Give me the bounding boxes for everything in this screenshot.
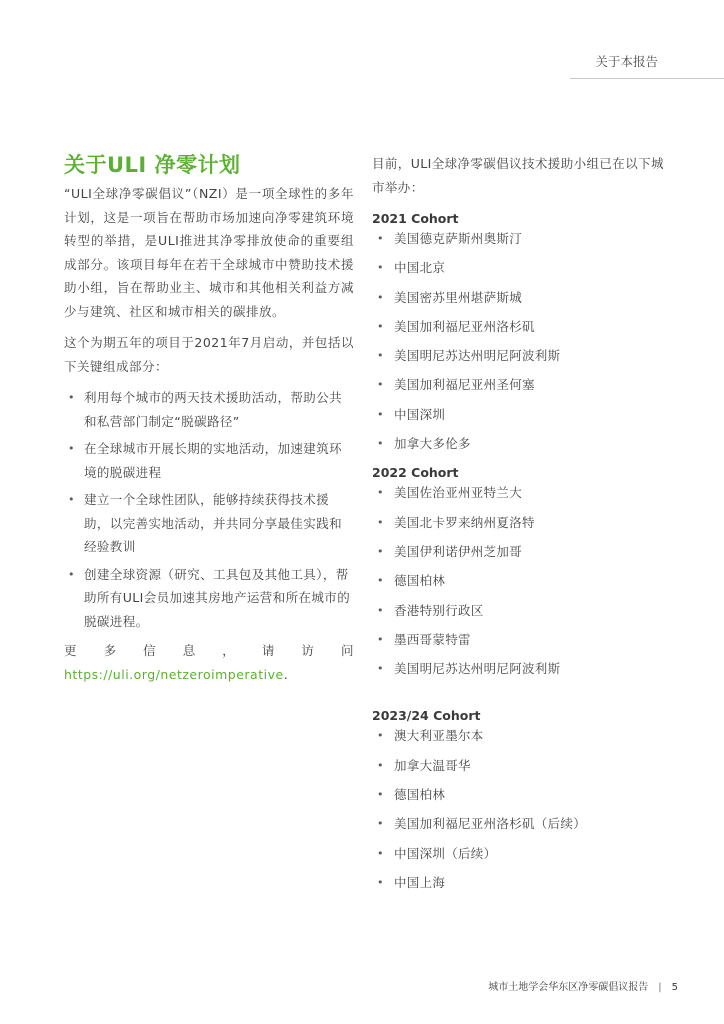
bullet-icon: • <box>377 515 384 529</box>
more-info-prefix: 更多信息，请访问 <box>64 643 354 658</box>
bullet-icon: • <box>377 662 384 676</box>
list-item: • 香港特别行政区 <box>372 599 672 628</box>
more-info-link[interactable]: https://uli.org/netzeroimperative <box>64 666 284 682</box>
list-item: • 建立一个全球性团队，能够持续获得技术援助，以完善实地活动，并共同分享最佳实践和经验教训 <box>64 488 354 559</box>
cohort-2023-24 <box>372 708 672 900</box>
list-item: • 美国明尼苏达州明尼阿波利斯 <box>372 344 672 373</box>
list-item: • 美国明尼苏达州明尼阿波利斯 <box>372 657 672 686</box>
intro-paragraph: “ULI全球净零碳倡议”（NZI）是一项全球性的多年计划，这是一项旨在帮助市场加速向净零建筑环境转型的举措，是ULI推进其净零排放使命的重要组成部分。该项目每年在若干全球城市中赞助技术援助小组，旨在帮助业主、城市和其他相关利益方减少与建筑、社区和城市相关的碳排放。 <box>64 186 354 319</box>
list-item: • 中国深圳 <box>372 403 672 432</box>
bullet-icon: • <box>377 758 384 772</box>
list-item: • 澳大利亚墨尔本 <box>372 724 672 753</box>
footer-report-title: 城市土地学会华东区净零碳倡议报告 <box>488 982 649 993</box>
more-info-suffix: . <box>283 666 289 682</box>
right-column <box>372 152 672 900</box>
bullet-icon: • <box>377 290 384 304</box>
list-item: • 在全球城市开展长期的实地活动，加速建筑环境的脱碳进程 <box>64 437 354 484</box>
list-item: • 创建全球资源（研究、工具包及其他工具），帮助所有ULI会员加速其房地产运营和所在城市的脱碳进程。 <box>64 563 354 634</box>
bullet-icon: • <box>68 493 75 506</box>
bullet-icon: • <box>377 574 384 588</box>
list-item: • 中国上海 <box>372 871 672 900</box>
left-column <box>64 152 354 694</box>
cohort-title: 2023/24 Cohort <box>372 708 481 724</box>
city-list <box>372 724 672 900</box>
cohort-title: 2021 Cohort <box>372 211 459 226</box>
bullet-icon: • <box>377 603 384 617</box>
list-item: • 利用每个城市的两天技术援助活动，帮助公共和私营部门制定“脱碳路径” <box>64 386 354 433</box>
cities-intro: 目前，ULI全球净零碳倡议技术援助小组已在以下城市举办： <box>372 156 664 195</box>
bullet-icon: • <box>377 486 384 500</box>
page-title: 关于ULI 净零计划 <box>64 153 241 177</box>
list-item: • 美国德克萨斯州奥斯汀 <box>372 227 672 256</box>
cohort-2021 <box>372 211 672 461</box>
list-item: • 美国密苏里州堪萨斯城 <box>372 286 672 315</box>
bullet-icon: • <box>68 442 75 455</box>
city-list <box>372 227 672 461</box>
cohort-2022 <box>372 465 672 686</box>
bullet-icon: • <box>377 817 384 831</box>
bullet-icon: • <box>377 261 384 275</box>
city-list <box>372 481 672 686</box>
list-item: • 美国北卡罗来纳州夏洛特 <box>372 511 672 540</box>
list-item: • 墨西哥蒙特雷 <box>372 628 672 657</box>
list-item: • 中国北京 <box>372 256 672 285</box>
bullet-icon: • <box>377 544 384 558</box>
bullet-icon: • <box>377 788 384 802</box>
bullet-icon: • <box>377 437 384 451</box>
footer-separator: | <box>658 982 662 993</box>
list-item: • 美国伊利诺伊州芝加哥 <box>372 540 672 569</box>
components-list <box>64 386 354 633</box>
list-item: • 中国深圳（后续） <box>372 842 672 871</box>
list-item: • 加拿大温哥华 <box>372 754 672 783</box>
list-item: • 德国柏林 <box>372 569 672 598</box>
bullet-icon: • <box>377 349 384 363</box>
bullet-icon: • <box>377 729 384 743</box>
bullet-icon: • <box>68 567 75 581</box>
bullet-icon: • <box>377 632 384 646</box>
header-section-label: 关于本报告 <box>595 54 658 69</box>
bullet-icon: • <box>377 846 384 860</box>
list-item: • 美国加利福尼亚州洛杉矶（后续） <box>372 812 672 841</box>
list-item: • 德国柏林 <box>372 783 672 812</box>
list-item: • 加拿大多伦多 <box>372 432 672 461</box>
list-item: • 美国加利福尼亚州洛杉矶 <box>372 315 672 344</box>
bullet-icon: • <box>68 391 75 404</box>
bullet-icon: • <box>377 378 384 392</box>
list-item: • 美国加利福尼亚州圣何塞 <box>372 373 672 402</box>
bullet-icon: • <box>377 875 384 889</box>
header-rule <box>570 78 724 79</box>
page-footer <box>488 978 678 993</box>
cohort-title: 2022 Cohort <box>372 465 459 481</box>
bullet-icon: • <box>377 407 384 421</box>
components-intro: 这个为期五年的项目于2021年7月启动，并包括以下关键组成部分： <box>64 335 354 374</box>
list-item: • 美国佐治亚州亚特兰大 <box>372 481 672 510</box>
page-number: 5 <box>671 982 678 993</box>
more-info <box>64 639 354 686</box>
bullet-icon: • <box>377 232 384 245</box>
bullet-icon: • <box>377 319 384 333</box>
